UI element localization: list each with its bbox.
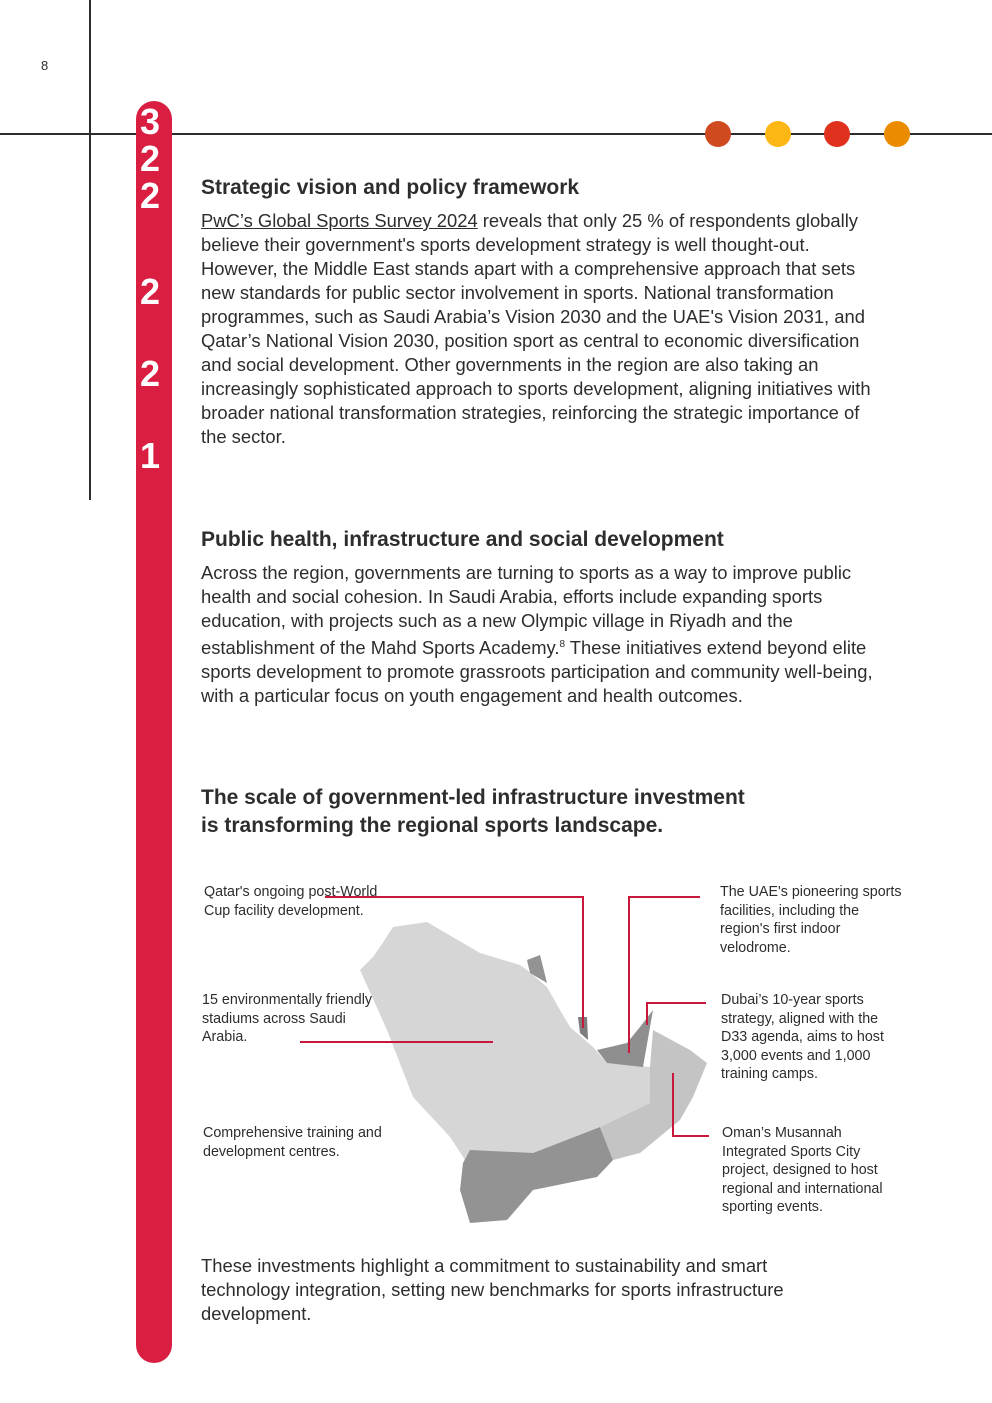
sidebar-number: 2 (140, 138, 161, 179)
sidebar-number: 2 (140, 353, 161, 394)
survey-link[interactable]: PwC’s Global Sports Survey 2024 (201, 210, 478, 231)
page-number: 8 (41, 58, 49, 73)
section-heading: Strategic vision and policy framework (201, 176, 580, 199)
dubai-leader-line (647, 1003, 706, 1025)
uae-region (597, 1010, 653, 1067)
section-heading: Public health, infrastructure and social development (201, 528, 724, 551)
body-text: Across the region, governments are turning to sports as a way to improve public health and social cohesion. In Saudi Arabia, efforts include expanding sports education, with projects such as a new Olympic village in Riyadh and the establishment of the Mahd Sports Academy. (201, 562, 852, 659)
sidebar-number: 3 (140, 101, 161, 142)
footnote-ref[interactable]: 8 (559, 639, 566, 650)
map-label-saudi: 15 environmentally friendly stadiums across Saudi Arabia. (202, 992, 373, 1045)
map-label-qatar: Qatar's ongoing post-World Cup facility development. (204, 884, 378, 919)
map-label-uae: The UAE's pioneering sports facilities, including the region's first indoor velodrome. (720, 884, 902, 956)
heading-line: is transforming the regional sports landscape. (201, 814, 664, 837)
sidebar-number: 2 (140, 175, 161, 216)
map-label-oman: Oman’s Musannah Integrated Sports City project, designed to host regional and international sporting events. (722, 1125, 883, 1215)
body-text: These initiatives extend beyond elite sports development to promote grassroots participation and community well-being, with a particular focus on youth engagement and health outcomes. (201, 637, 873, 707)
body-text: reveals that only 25 % of respondents globally believe their government's sports development strategy is well thought-out. However, the Middle East stands apart with a comprehensive approach that sets new standards for public sector involvement in sports. National transformation programmes, such as Saudi Arabia’s Vision 2030 and the UAE's Vision 2031, and Qatar’s National Vision 2030, position sport as central to economic diversification and social development. Other governments in the region are also taking an increasingly sophisticated approach to sports development, aligning initiatives with broader national transformation strategies, reinforcing the strategic importance of the sector. (201, 210, 871, 447)
closing-paragraph: These investments highlight a commitment to sustainability and smart technology integration, setting new benchmarks for sports infrastructure development. (201, 1255, 784, 1324)
sidebar-number: 2 (140, 271, 161, 312)
heading-line: The scale of government-led infrastructure investment (201, 786, 745, 809)
map-label-dubai: Dubai’s 10-year sports strategy, aligned with the D33 agenda, aims to host 3,000 events and 1,000 training camps. (721, 992, 884, 1082)
sidebar-number: 1 (140, 435, 161, 476)
map-label-training: Comprehensive training and development centres. (203, 1125, 382, 1160)
